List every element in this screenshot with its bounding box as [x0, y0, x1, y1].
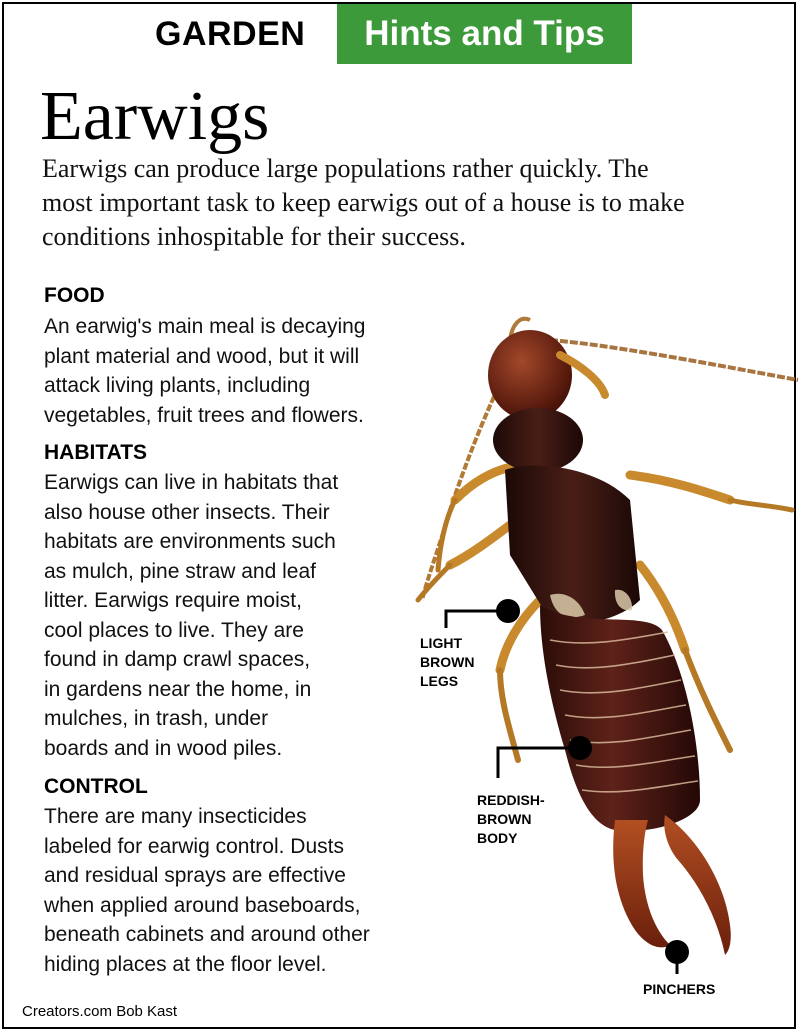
body-line: and residual sprays are effective: [44, 864, 346, 887]
callout-line: BODY: [477, 830, 518, 846]
body-line: Earwigs can live in habitats that: [44, 471, 339, 494]
section-heading-food: FOOD: [44, 284, 105, 307]
body-line: when applied around baseboards,: [44, 893, 361, 917]
header-hints-and-tips: Hints and Tips: [337, 4, 632, 64]
legs-marker-dot: [496, 599, 520, 623]
callout-line: BROWN: [477, 811, 532, 827]
body-line: labeled for earwig control. Dusts: [44, 834, 344, 858]
callout-line: BROWN: [420, 654, 475, 670]
body-line: litter. Earwigs require moist,: [44, 589, 302, 612]
credit-line: Creators.com Bob Kast: [22, 1003, 178, 1020]
body-line: found in damp crawl spaces,: [44, 648, 311, 671]
page-title: Earwigs: [40, 78, 270, 155]
section-heading-habitats: HABITATS: [44, 441, 148, 464]
callout-line: REDDISH-: [477, 792, 545, 808]
body-line: An earwig's main meal is decaying: [44, 315, 366, 338]
intro-line: Earwigs can produce large populations rather quickly. The: [42, 154, 649, 183]
body-line: plant material and wood, but it will: [44, 344, 360, 368]
body-line: boards and in wood piles.: [44, 736, 283, 760]
header-garden: GARDEN: [155, 15, 306, 53]
callout-light-brown-legs: [420, 634, 474, 691]
callout-line: PINCHERS: [643, 981, 716, 997]
body-line: There are many insecticides: [44, 805, 307, 828]
body-marker-dot: [568, 736, 592, 760]
callout-reddish-brown-body: [477, 791, 545, 848]
pinchers-marker-dot: [665, 940, 689, 964]
body-line: in gardens near the home, in: [44, 677, 312, 701]
body-line: as mulch, pine straw and leaf: [44, 559, 316, 583]
body-line: cool places to live. They are: [44, 618, 304, 642]
callout-line: LIGHT: [420, 635, 462, 651]
intro-line: conditions inhospitable for their success.: [42, 222, 466, 251]
callout-pinchers: [643, 980, 715, 999]
body-line: vegetables, fruit trees and flowers.: [44, 403, 364, 427]
callout-line: LEGS: [420, 673, 459, 689]
intro-line: most important task to keep earwigs out of a house is to make: [42, 188, 685, 217]
body-line: also house other insects. Their: [44, 500, 330, 524]
section-heading-control: CONTROL: [44, 775, 148, 798]
body-line: habitats are environments such: [44, 530, 336, 553]
body-line: beneath cabinets and around other: [44, 923, 370, 946]
body-line: mulches, in trash, under: [44, 707, 269, 730]
body-line: attack living plants, including: [44, 374, 311, 397]
body-line: hiding places at the floor level.: [44, 952, 327, 976]
